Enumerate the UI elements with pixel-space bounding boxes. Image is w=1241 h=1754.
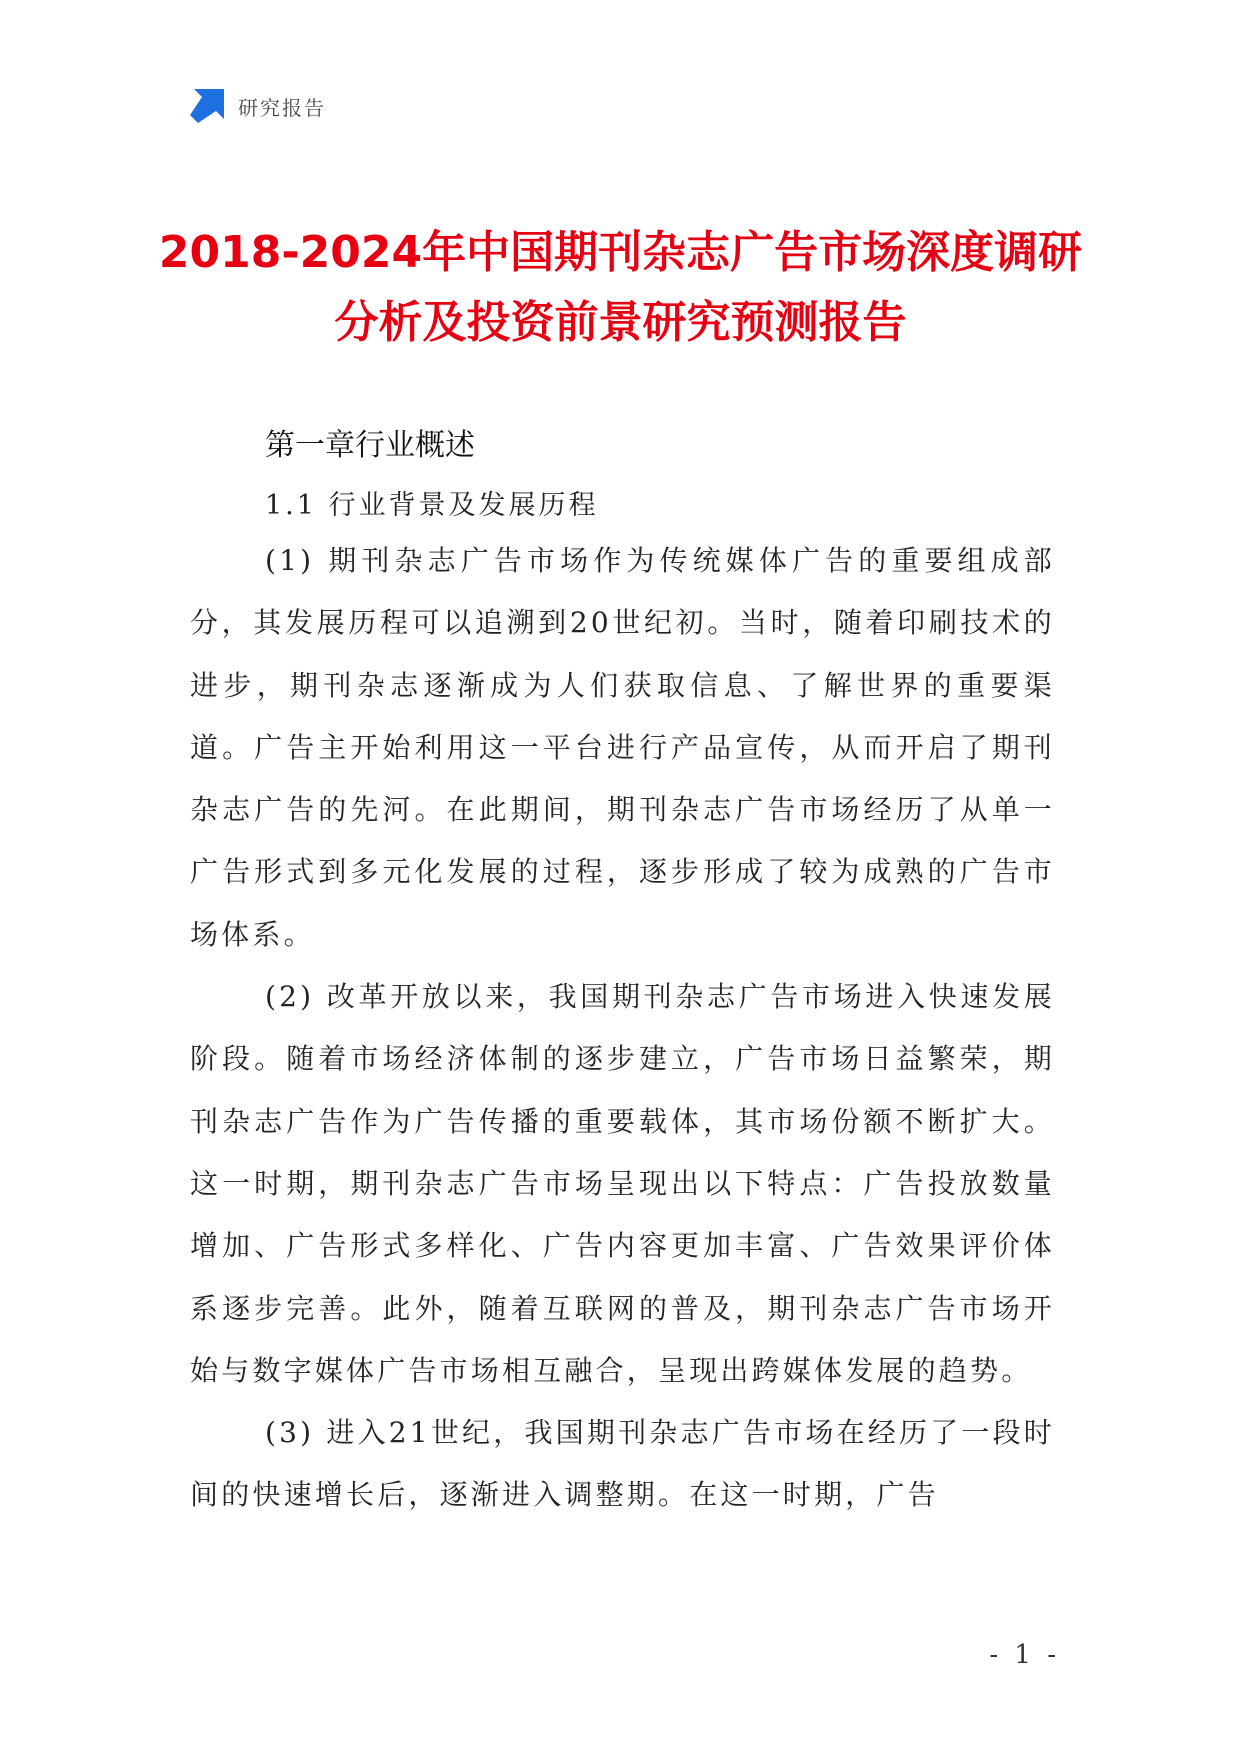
paragraph-1: (1) 期刊杂志广告市场作为传统媒体广告的重要组成部分，其发展历程可以追溯到20世纪初。当时，随着印刷技术的进步，期刊杂志逐渐成为人们获取信息、了解世界的重要渠道。广告主开始利用这一平台进行产品宣传，从而开启了期刊杂志广告的先河。在此期间，期刊杂志广告市场经历了从单一广告形式到多元化发展的过程，逐步形成了较为成熟的广告市场体系。 [190, 544, 1055, 951]
page-number: - 1 - [989, 1640, 1060, 1670]
paragraph-3: (3) 进入21世纪，我国期刊杂志广告市场在经历了一段时间的快速增长后，逐渐进入调整期。在这一时期，广告 [190, 1416, 1055, 1512]
body-text [190, 530, 1055, 1527]
document-title: 2018-2024年中国期刊杂志广告市场深度调研分析及投资前景研究预测报告 [158, 227, 1083, 348]
paragraph-2: (2) 改革开放以来，我国期刊杂志广告市场进入快速发展阶段。随着市场经济体制的逐步建立，广告市场日益繁荣，期刊杂志广告作为广告传播的重要载体，其市场份额不断扩大。这一时期，期刊杂志广告市场呈现出以下特点：广告投放数量增加、广告形式多样化、广告内容更加丰富、广告效果评价体系逐步完善。此外，随着互联网的普及，期刊杂志广告市场开始与数字媒体广告市场相互融合，呈现出跨媒体发展的趋势。 [190, 980, 1055, 1387]
chapter-heading: 第一章行业概述 [265, 428, 475, 463]
page-header [190, 86, 326, 126]
section-heading: 1.1 行业背景及发展历程 [265, 490, 599, 521]
header-label: 研究报告 [238, 95, 326, 120]
arrow-up-right-icon [190, 89, 224, 123]
